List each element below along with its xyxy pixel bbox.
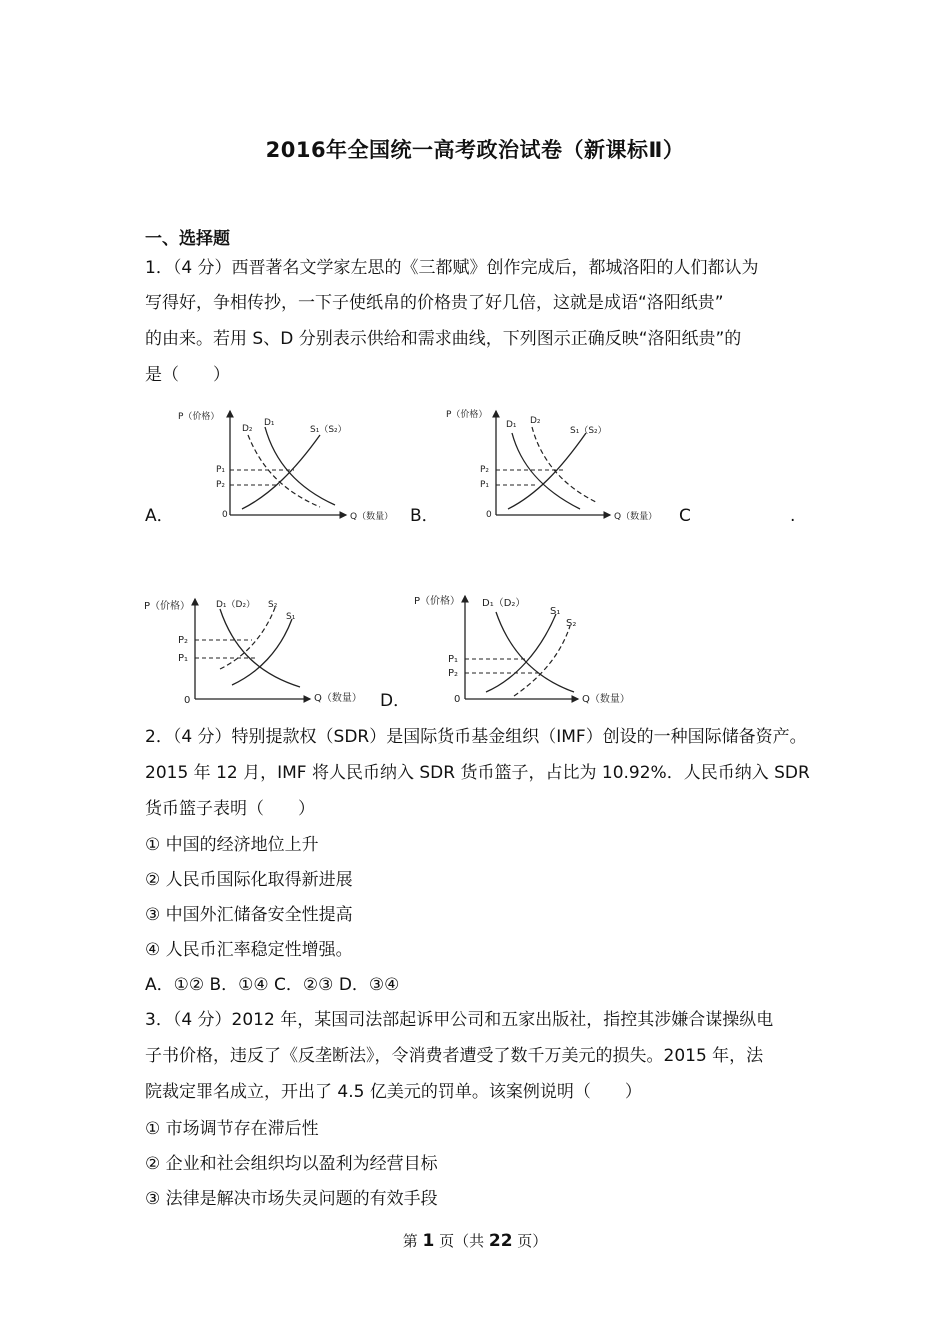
demand-label: D₁（D₂） <box>482 598 526 609</box>
graph-c <box>140 595 385 710</box>
origin-label: 0 <box>184 695 191 706</box>
y-axis-label: P（价格） <box>144 601 191 612</box>
supply-label-s1: S₁ <box>550 606 561 617</box>
demand-label-d2: D₂ <box>242 424 253 434</box>
demand-label-d1: D₁ <box>264 418 275 428</box>
demand-curve-d1 <box>265 427 335 505</box>
page-footer <box>0 1230 950 1251</box>
supply-label-s2: S₂ <box>566 618 577 629</box>
price-label-top: P₁ <box>216 465 226 475</box>
price-label-bottom: P₁ <box>178 653 189 664</box>
footer-suffix: 页） <box>512 1232 548 1250</box>
q2-statement-3: ③ 中国外汇储备安全性提高 <box>145 905 353 925</box>
x-axis-label: Q（数量） <box>582 694 630 705</box>
q3-statement-3: ③ 法律是解决市场失灵问题的有效手段 <box>145 1189 438 1209</box>
footer-page-number: 1 <box>422 1231 435 1251</box>
supply-curve-s1 <box>232 619 292 685</box>
q2-statement-4: ④ 人民币汇率稳定性增强。 <box>145 940 353 960</box>
option-c-label[interactable]: C <box>679 506 691 526</box>
supply-curve <box>508 433 586 509</box>
footer-middle: 页（共 <box>434 1232 489 1250</box>
supply-curve <box>242 435 320 509</box>
graph-a <box>170 405 410 525</box>
supply-label-s2: S₂ <box>268 600 278 610</box>
q3-statement-1: ① 市场调节存在滞后性 <box>145 1119 319 1139</box>
demand-label-d2: D₂ <box>530 416 541 426</box>
option-b-label[interactable]: B． <box>410 506 439 526</box>
section-heading: 一、选择题 <box>145 229 230 249</box>
option-c-dot: . <box>790 506 796 526</box>
q1-line-1: 1．（4 分）西晋著名文学家左思的《三都赋》创作完成后，都城洛阳的人们都认为 <box>145 258 759 278</box>
price-label-top: P₂ <box>480 465 490 475</box>
q2-statement-1: ① 中国的经济地位上升 <box>145 835 319 855</box>
q1-line-3: 的由来。若用 S、D 分别表示供给和需求曲线，下列图示正确反映“洛阳纸贵”的 <box>145 329 742 349</box>
y-axis-label: P（价格） <box>414 596 461 607</box>
demand-label: D₁（D₂） <box>216 600 256 610</box>
q2-line-2: 2015 年 12 月，IMF 将人民币纳入 SDR 货币篮子，占比为 10.92%．人民币纳入 SDR <box>145 763 810 783</box>
option-d-label[interactable]: D． <box>380 691 411 711</box>
footer-prefix: 第 <box>402 1232 423 1250</box>
x-axis-label: Q（数量） <box>350 512 394 522</box>
origin-label: 0 <box>486 510 492 520</box>
supply-label: S₁（S₂） <box>310 425 347 435</box>
footer-total-pages: 22 <box>488 1231 513 1251</box>
price-label-bottom: P₂ <box>448 668 459 679</box>
x-axis-label: Q（数量） <box>614 512 658 522</box>
option-a-label[interactable]: A． <box>145 506 174 526</box>
q2-line-1: 2．（4 分）特别提款权（SDR）是国际货币基金组织（IMF）创设的一种国际储备资产。 <box>145 727 807 747</box>
supply-curve-s1 <box>486 614 556 692</box>
price-label-top: P₁ <box>448 654 459 665</box>
supply-curve-s2 <box>514 626 570 696</box>
origin-label: 0 <box>454 694 461 705</box>
price-label-bottom: P₂ <box>216 480 226 490</box>
q3-line-3: 院裁定罪名成立，开出了 4.5 亿美元的罚单。该案例说明（ ） <box>145 1082 642 1102</box>
origin-label: 0 <box>222 510 228 520</box>
demand-curve-d2 <box>532 427 598 503</box>
price-label-bottom: P₁ <box>480 480 490 490</box>
q2-statement-2: ② 人民币国际化取得新进展 <box>145 870 353 890</box>
q1-line-4: 是（ ） <box>145 365 230 385</box>
supply-label-s1: S₁ <box>286 612 296 622</box>
q2-line-3: 货币篮子表明（ ） <box>145 799 315 819</box>
x-axis-label: Q（数量） <box>314 693 362 704</box>
y-axis-label: P（价格） <box>178 412 220 422</box>
demand-curve-d2 <box>248 435 320 507</box>
price-label-top: P₂ <box>178 635 189 646</box>
q2-options[interactable]: A．①② B．①④ C．②③ D．③④ <box>145 975 400 995</box>
demand-label-d1: D₁ <box>506 420 517 430</box>
page-title: 2016年全国统一高考政治试卷（新课标Ⅱ） <box>265 138 685 162</box>
demand-curve-d1 <box>512 433 580 509</box>
q1-line-2: 写得好，争相传抄，一下子使纸帛的价格贵了好几倍，这就是成语“洛阳纸贵” <box>145 293 724 313</box>
supply-label: S₁（S₂） <box>570 426 607 436</box>
graph-b <box>440 405 680 525</box>
y-axis-label: P（价格） <box>446 410 488 420</box>
q3-line-2: 子书价格，违反了《反垄断法》，令消费者遭受了数千万美元的损失。2015 年，法 <box>145 1046 764 1066</box>
graph-d <box>410 592 650 712</box>
q3-line-1: 3．（4 分）2012 年，某国司法部起诉甲公司和五家出版社，指控其涉嫌合谋操纵电 <box>145 1010 774 1030</box>
q3-statement-2: ② 企业和社会组织均以盈利为经营目标 <box>145 1154 438 1174</box>
